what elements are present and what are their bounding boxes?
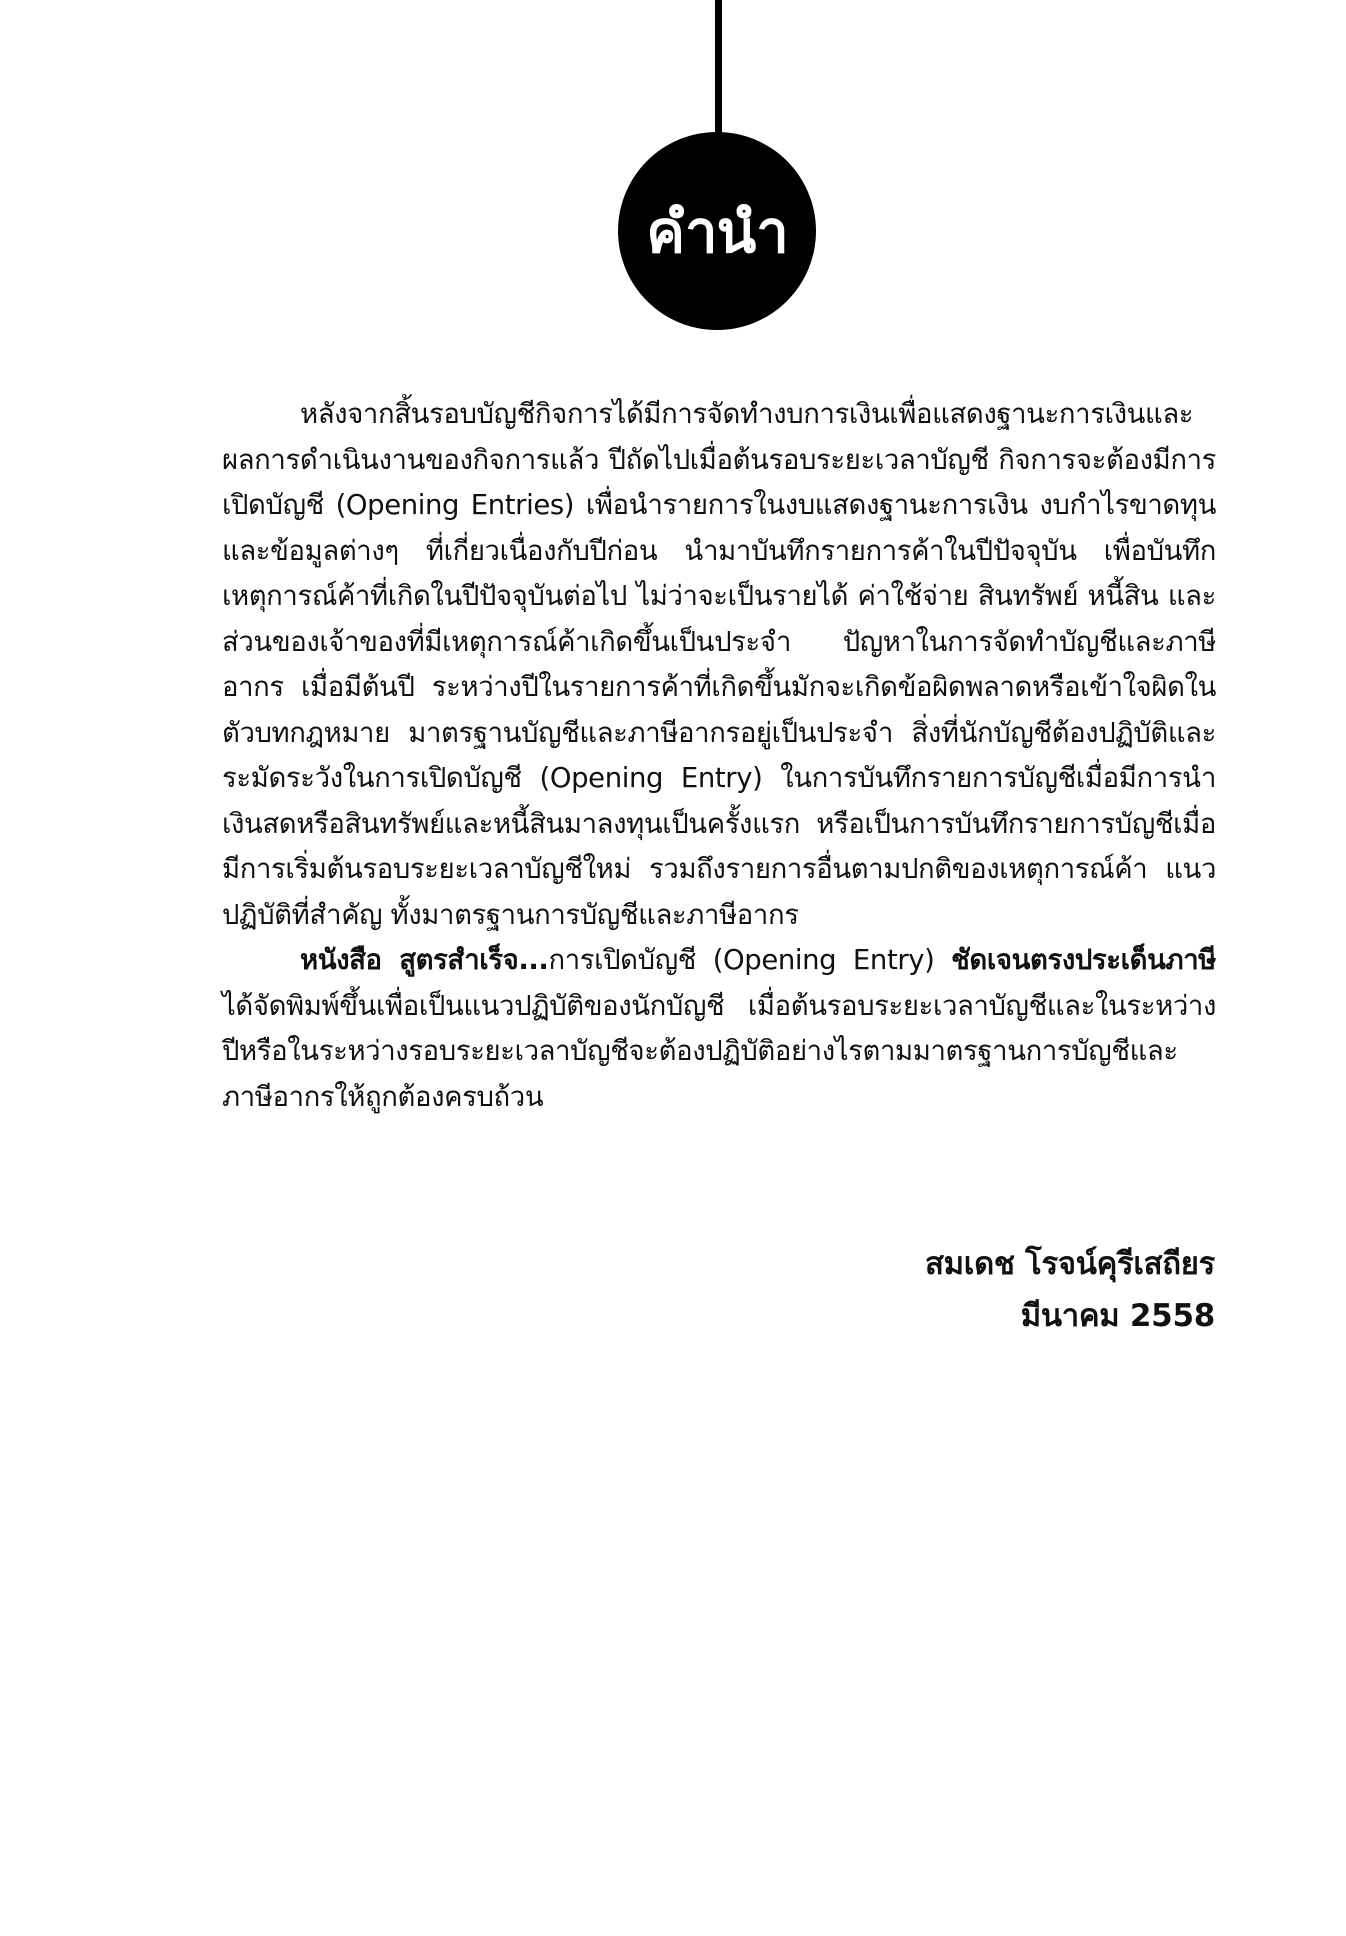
author-name: สมเดช โรจน์คุรีเสถียร	[925, 1246, 1215, 1282]
hanging-line	[715, 0, 722, 148]
paragraph-2-text: ได้จัดพิมพ์ขึ้นเพื่อเป็นแนวปฏิบัติของนักบัญชี เมื่อต้นรอบระยะเวลาบัญชีและในระหว่างปีหรือในระหว่างรอบระยะเวลาบัญชีจะต้องปฏิบัติอย่างไรตามมาตรฐานการบัญชีและภาษีอากรให้ถูกต้องครบถ้วน	[222, 989, 1216, 1113]
signature-date: มีนาคม 2558	[1020, 1298, 1215, 1334]
book-tagline-bold: ชัดเจนตรงประเด็นภาษี	[951, 944, 1216, 976]
page-title: คำนำ	[646, 198, 788, 266]
book-title-bold: หนังสือ สูตรสำเร็จ...	[300, 944, 549, 976]
preface-paragraph-2	[222, 938, 1216, 1120]
title-badge	[618, 132, 816, 330]
preface-paragraph-1: หลังจากสิ้นรอบบัญชีกิจการได้มีการจัดทำงบการเงินเพื่อแสดงฐานะการเงินและผลการดำเนินงานของกิจการแล้ว ปีถัดไปเมื่อต้นรอบระยะเวลาบัญชี กิจการจะต้องมีการเปิดบัญชี (Opening Entries) เพื่อนำรายการในงบแสดงฐานะการเงิน งบกำไรขาดทุนและข้อมูลต่างๆ ที่เกี่ยวเนื่องกับปีก่อน นำมาบันทึกรายการค้าในปีปัจจุบัน เพื่อบันทึกเหตุการณ์ค้าที่เกิดในปีปัจจุบันต่อไป ไม่ว่าจะเป็นรายได้ ค่าใช้จ่าย สินทรัพย์ หนี้สิน และส่วนของเจ้าของที่มีเหตุการณ์ค้าเกิดขึ้นเป็นประจำ ปัญหาในการจัดทำบัญชีและภาษีอากร เมื่อมีต้นปี ระหว่างปีในรายการค้าที่เกิดขึ้นมักจะเกิดข้อผิดพลาดหรือเข้าใจผิดในตัวบทกฎหมาย มาตรฐานบัญชีและภาษีอากรอยู่เป็นประจำ สิ่งที่นักบัญชีต้องปฏิบัติและระมัดระวังในการเปิดบัญชี (Opening Entry) ในการบันทึกรายการบัญชีเมื่อมีการนำเงินสดหรือสินทรัพย์และหนี้สินมาลงทุนเป็นครั้งแรก หรือเป็นการบันทึกรายการบัญชีเมื่อมีการเริ่มต้นรอบระยะเวลาบัญชีใหม่ รวมถึงรายการอื่นตามปกติของเหตุการณ์ค้า แนวปฏิบัติที่สำคัญ ทั้งมาตรฐานการบัญชีและภาษีอากร	[222, 398, 1216, 931]
book-subtitle: การเปิดบัญชี (Opening Entry)	[548, 944, 952, 976]
preface-body	[222, 392, 1216, 1120]
signature-block	[925, 1238, 1215, 1342]
